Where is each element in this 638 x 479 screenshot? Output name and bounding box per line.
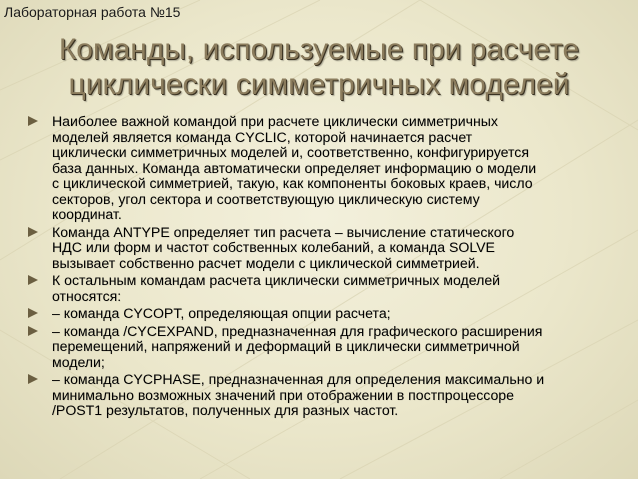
bullet-text-line: циклически симметричных моделей и, соответственно, конфигурируется	[52, 144, 529, 160]
bullet-text-line: – команда CYCOPT, определяющая опции расчета;	[52, 305, 391, 321]
triangle-right-icon	[28, 227, 38, 237]
triangle-right-icon	[28, 116, 38, 126]
bullet-text-line: Наиболее важной командой при расчете циклически симметричных	[52, 113, 498, 129]
lab-work-label: Лабораторная работа №15	[4, 4, 181, 20]
triangle-right-icon	[28, 275, 38, 285]
bullet-text-line: перемещений, напряжений и деформаций в циклически симметричной	[52, 338, 520, 354]
bullet-text-line: Команда ANTYPE определяет тип расчета – вычисление статического	[52, 223, 515, 240]
triangle-right-icon	[28, 326, 38, 336]
title-line-2: циклически симметричных моделей	[68, 68, 570, 101]
bullet-text-line: минимально возможных значений при отображении в постпроцессоре	[52, 386, 514, 403]
bullet-text-line: – команда CYCPHASE, предназначенная для определения максимально и	[52, 371, 545, 387]
bullet-item	[26, 273, 616, 304]
title-line-1: Команды, используемые при расчете	[58, 33, 580, 66]
bullet-item	[26, 324, 616, 371]
bullet-text-line: – команда /CYCEXPAND, предназначенная для графического расширения	[52, 322, 543, 339]
triangle-right-icon	[28, 374, 38, 384]
bullet-text-line: /POST1 результатов, полученных для разных частот.	[52, 402, 399, 418]
bullet-text-line: НДС или форм и частот собственных колебаний, а команда SOLVE	[52, 239, 495, 255]
bullet-text-line: координат.	[52, 206, 122, 222]
bullet-text-line: база данных. Команда автоматически определяет информацию о модели	[52, 159, 537, 176]
bullet-item	[26, 114, 616, 223]
bullet-text-line: с циклической симметрией, такую, как компоненты боковых краев, число	[52, 175, 533, 191]
bullet-item	[26, 306, 616, 322]
bullet-text-line: вызывает собственно расчет модели с циклической симметрией.	[52, 254, 480, 271]
bullet-item	[26, 372, 616, 419]
bullet-text-line: секторов, угол сектора и соответствующую циклическую систему	[52, 190, 480, 207]
bullet-text-line: моделей является команда CYCLIC, которой начинается расчет	[52, 128, 473, 145]
bullet-text-line: К остальным командам расчета циклически симметричных моделей	[52, 272, 501, 288]
bullet-item	[26, 225, 616, 272]
bullet-list	[26, 114, 616, 421]
slide-title	[0, 32, 638, 102]
bullet-text-line: относятся:	[52, 287, 122, 304]
triangle-right-icon	[28, 308, 38, 318]
bullet-text-line: модели;	[52, 353, 105, 370]
